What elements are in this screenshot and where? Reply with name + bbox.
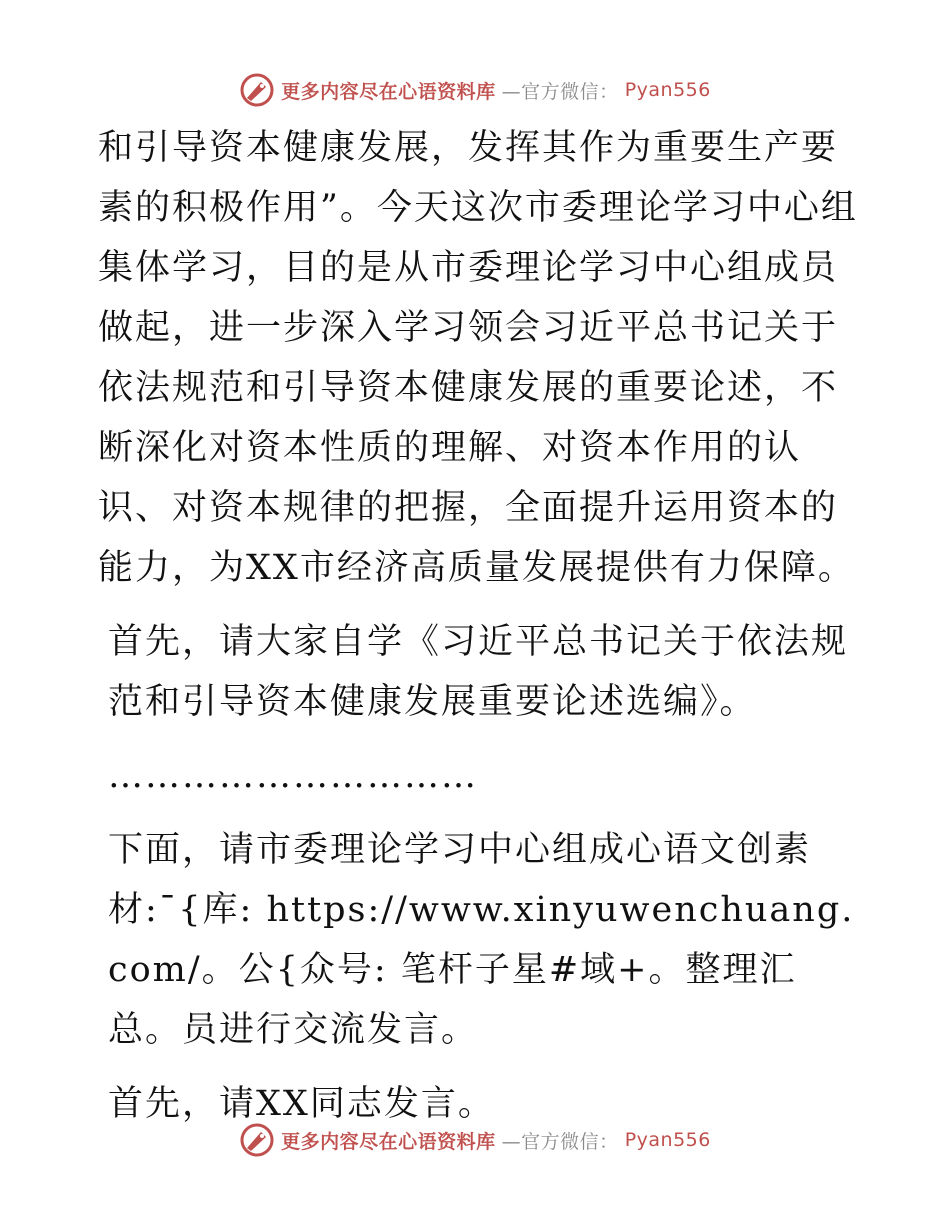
footer-banner	[0, 1122, 950, 1158]
banner-wechat-label: —官方微信：	[501, 80, 619, 103]
document-body	[98, 118, 858, 1134]
ellipsis-divider: …………………………	[108, 756, 478, 796]
banner-title: 更多内容尽在心语资料库	[281, 80, 496, 103]
pen-nib-logo-icon	[239, 72, 275, 108]
banner-title: 更多内容尽在心语资料库	[281, 1130, 496, 1153]
paragraph-first-speaker: 首先，请XX同志发言。	[108, 1084, 495, 1124]
pen-nib-logo-icon	[239, 1122, 275, 1158]
banner-wechat-id: Pyan556	[624, 1129, 711, 1151]
paragraph-intro: 和引导资本健康发展，发挥其作为重要生产要素的积极作用”。今天这次市委理论学习中心组集体学习，目的是从市委理论学习中心组成员做起，进一步深入学习领会习近平总书记关于依法规范和引导资本健康发展的重要论述，不断深化对资本性质的理解、对资本作用的认识、对资本规律的把握，全面提升运用资本的能力，为XX市经济高质量发展提供有力保障。	[98, 128, 858, 588]
banner-wechat-id: Pyan556	[624, 79, 711, 101]
paragraph-self-study: 首先，请大家自学《习近平总书记关于依法规范和引导资本健康发展重要论述选编》。	[108, 622, 849, 722]
banner-wechat-label: —官方微信：	[501, 1130, 619, 1153]
header-banner	[0, 72, 950, 108]
paragraph-exchange: 下面，请市委理论学习中心组成心语文创素材:¯{库: https://www.xinyuwenchuang.com/。公{众号: 笔杆子星#域+。整理汇总。员进行交流发言。	[108, 830, 855, 1050]
